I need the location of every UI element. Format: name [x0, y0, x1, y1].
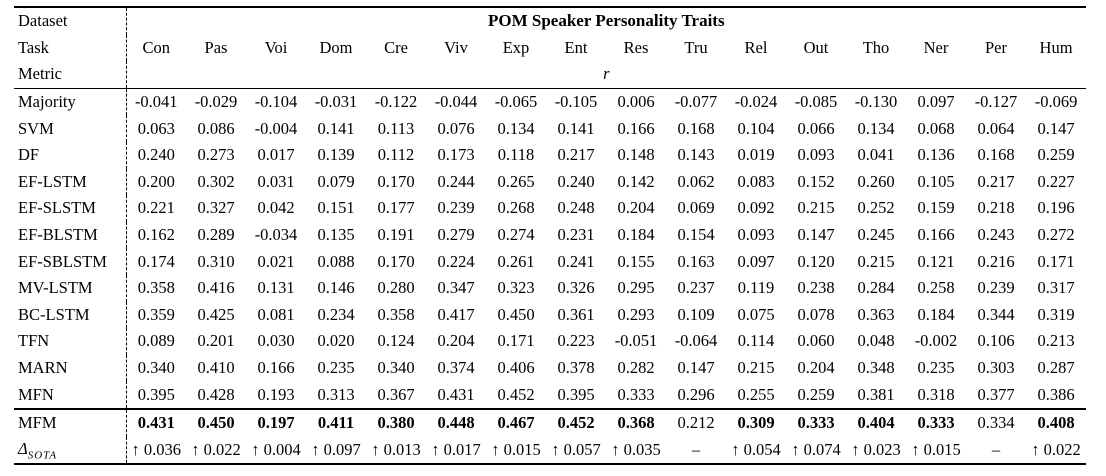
result-cell: -0.064 [674, 331, 718, 351]
result-cell: 0.241 [557, 251, 595, 271]
result-cell: 0.104 [737, 118, 775, 138]
result-cell: 0.191 [377, 225, 415, 245]
result-cell: 0.081 [257, 304, 295, 324]
result-cell: 0.030 [257, 331, 295, 351]
result-cell: 0.168 [977, 145, 1015, 165]
result-cell: 0.452 [497, 384, 535, 404]
result-cell: 0.259 [1037, 145, 1075, 165]
result-cell: 0.280 [377, 278, 415, 298]
mfm-result-cell: 0.431 [126, 409, 186, 437]
result-cell: 0.272 [1037, 225, 1075, 245]
result-cell: 0.171 [497, 331, 535, 351]
result-cell: 0.097 [906, 88, 966, 115]
result-cell: 0.147 [677, 358, 715, 378]
result-cell: 0.088 [317, 251, 355, 271]
result-cell: -0.130 [846, 88, 906, 115]
task-header-exp: Exp [502, 37, 530, 57]
model-name: BC-LSTM [14, 302, 126, 329]
result-cell: 0.060 [797, 331, 835, 351]
result-cell: 0.066 [797, 118, 835, 138]
result-cell: 0.163 [677, 251, 715, 271]
result-cell: 0.410 [197, 358, 235, 378]
result-cell: 0.273 [197, 145, 235, 165]
task-header-out: Out [803, 37, 829, 57]
result-cell: 0.019 [737, 145, 775, 165]
result-cell: -0.069 [1026, 88, 1086, 115]
delta-cell: ↑ 0.036 [126, 437, 186, 465]
result-cell: 0.358 [377, 304, 415, 324]
result-cell: -0.122 [366, 88, 426, 115]
result-cell: -0.077 [666, 88, 726, 115]
task-header-per: Per [985, 37, 1007, 57]
result-cell: 0.248 [557, 198, 595, 218]
result-cell: 0.340 [377, 358, 415, 378]
result-cell: 0.006 [606, 88, 666, 115]
result-cell: 0.218 [977, 198, 1015, 218]
delta-cell: ↑ 0.015 [486, 437, 546, 465]
result-cell: 0.069 [677, 198, 715, 218]
task-header-ent: Ent [564, 37, 588, 57]
task-header-pas: Pas [204, 37, 228, 57]
result-cell: 0.287 [1037, 358, 1075, 378]
delta-cell: ↑ 0.017 [426, 437, 486, 465]
result-cell: 0.252 [857, 198, 895, 218]
result-cell: 0.425 [197, 304, 235, 324]
result-cell: 0.416 [197, 278, 235, 298]
result-cell: 0.201 [197, 331, 235, 351]
table-row [14, 275, 1086, 302]
result-cell: 0.135 [317, 225, 355, 245]
result-cell: 0.260 [857, 171, 895, 191]
mfm-result-cell: 0.404 [846, 409, 906, 437]
model-name: Majority [14, 88, 126, 115]
result-cell: 0.031 [257, 171, 295, 191]
result-cell: 0.196 [1037, 198, 1075, 218]
result-cell: -0.044 [426, 88, 486, 115]
result-cell: 0.204 [437, 331, 475, 351]
metric-row [14, 61, 1086, 88]
table-row [14, 195, 1086, 222]
result-cell: 0.124 [377, 331, 415, 351]
delta-subscript: SOTA [27, 448, 58, 461]
result-cell: 0.113 [377, 118, 415, 138]
table-row [14, 381, 1086, 409]
result-cell: 0.083 [737, 171, 775, 191]
table-row [14, 142, 1086, 169]
model-name: MV-LSTM [14, 275, 126, 302]
result-cell: 0.216 [977, 251, 1015, 271]
result-cell: 0.221 [137, 198, 175, 218]
result-cell: 0.139 [317, 145, 355, 165]
mfm-result-cell: 0.333 [786, 409, 846, 437]
result-cell: 0.234 [317, 304, 355, 324]
result-cell: 0.359 [137, 304, 175, 324]
result-cell: 0.319 [1037, 304, 1075, 324]
result-cell: 0.097 [737, 251, 775, 271]
delta-cell: ↑ 0.035 [606, 437, 666, 465]
result-cell: 0.121 [917, 251, 955, 271]
delta-sota-row [14, 437, 1086, 465]
delta-cell: ↑ 0.015 [906, 437, 966, 465]
result-cell: 0.063 [137, 118, 175, 138]
table-row [14, 248, 1086, 275]
result-cell: 0.239 [977, 278, 1015, 298]
result-cell: 0.068 [917, 118, 955, 138]
table-row [14, 169, 1086, 196]
result-cell: 0.041 [857, 145, 895, 165]
model-name: EF-SBLSTM [14, 248, 126, 275]
table-row [14, 328, 1086, 355]
delta-cell: ↑ 0.057 [546, 437, 606, 465]
model-name: SVM [14, 115, 126, 142]
result-cell: 0.200 [137, 171, 175, 191]
result-cell: 0.159 [917, 198, 955, 218]
metric-symbol: r [603, 64, 610, 84]
result-cell: 0.193 [257, 384, 295, 404]
result-cell: 0.204 [617, 198, 655, 218]
result-cell: 0.259 [797, 384, 835, 404]
mfm-result-cell: 0.408 [1026, 409, 1086, 437]
mfm-result-cell: 0.452 [546, 409, 606, 437]
result-cell: 0.148 [617, 145, 655, 165]
result-cell: -0.127 [966, 88, 1026, 115]
dataset-label: Dataset [14, 7, 126, 35]
result-cell: 0.147 [797, 225, 835, 245]
result-cell: 0.318 [917, 384, 955, 404]
result-cell: 0.268 [497, 198, 535, 218]
result-cell: 0.086 [197, 118, 235, 138]
result-cell: 0.204 [797, 358, 835, 378]
result-cell: 0.261 [497, 251, 535, 271]
mfm-result-cell: 0.212 [666, 409, 726, 437]
model-name: MFM [14, 409, 126, 437]
result-cell: 0.367 [377, 384, 415, 404]
mfm-result-cell: 0.467 [486, 409, 546, 437]
result-cell: 0.136 [917, 145, 955, 165]
result-cell: 0.109 [677, 304, 715, 324]
result-cell: 0.282 [617, 358, 655, 378]
task-header-ner: Ner [923, 37, 949, 57]
result-cell: 0.112 [377, 145, 415, 165]
task-header-viv: Viv [444, 37, 468, 57]
mfm-row [14, 409, 1086, 437]
result-cell: 0.119 [737, 278, 775, 298]
dataset-row [14, 7, 1086, 35]
result-cell: 0.215 [737, 358, 775, 378]
result-cell: 0.078 [797, 304, 835, 324]
result-cell: -0.004 [254, 118, 298, 138]
result-cell: 0.062 [677, 171, 715, 191]
task-header-con: Con [142, 37, 170, 57]
result-cell: -0.085 [786, 88, 846, 115]
result-cell: 0.177 [377, 198, 415, 218]
result-cell: 0.152 [797, 171, 835, 191]
delta-cell: ↑ 0.054 [726, 437, 786, 465]
result-cell: 0.093 [737, 225, 775, 245]
result-cell: 0.134 [857, 118, 895, 138]
mfm-result-cell: 0.333 [906, 409, 966, 437]
result-cell: 0.142 [617, 171, 655, 191]
result-cell: 0.240 [137, 145, 175, 165]
delta-sota-label [14, 437, 126, 465]
result-cell: 0.106 [977, 331, 1015, 351]
result-cell: 0.092 [737, 198, 775, 218]
delta-cell: ↑ 0.004 [246, 437, 306, 465]
result-cell: 0.417 [437, 304, 475, 324]
result-cell: 0.295 [617, 278, 655, 298]
result-cell: -0.024 [726, 88, 786, 115]
result-cell: 0.075 [737, 304, 775, 324]
result-cell: 0.141 [557, 118, 595, 138]
result-cell: -0.105 [546, 88, 606, 115]
result-cell: 0.168 [677, 118, 715, 138]
result-cell: 0.118 [497, 145, 535, 165]
result-cell: 0.303 [977, 358, 1015, 378]
task-row [14, 35, 1086, 62]
result-cell: 0.317 [1037, 278, 1075, 298]
result-cell: 0.431 [437, 384, 475, 404]
result-cell: 0.235 [917, 358, 955, 378]
result-cell: 0.258 [917, 278, 955, 298]
results-table-container [14, 6, 1086, 465]
result-cell: 0.395 [137, 384, 175, 404]
delta-cell: ↑ 0.023 [846, 437, 906, 465]
table-row [14, 302, 1086, 329]
result-cell: 0.146 [317, 278, 355, 298]
dataset-title: POM Speaker Personality Traits [126, 7, 1086, 35]
result-cell: 0.042 [257, 198, 295, 218]
result-cell: 0.363 [857, 304, 895, 324]
delta-cell: – [666, 437, 726, 465]
result-cell: 0.223 [557, 331, 595, 351]
task-label: Task [14, 35, 126, 62]
result-cell: 0.089 [137, 331, 175, 351]
model-name: EF-LSTM [14, 169, 126, 196]
result-cell: 0.217 [557, 145, 595, 165]
result-cell: 0.386 [1037, 384, 1075, 404]
metric-label: Metric [14, 61, 126, 88]
mfm-result-cell: 0.450 [186, 409, 246, 437]
result-cell: 0.184 [917, 304, 955, 324]
result-cell: 0.166 [257, 358, 295, 378]
result-cell: 0.021 [257, 251, 295, 271]
result-cell: 0.173 [437, 145, 475, 165]
result-cell: 0.323 [497, 278, 535, 298]
result-cell: 0.344 [977, 304, 1015, 324]
result-cell: 0.244 [437, 171, 475, 191]
result-cell: 0.076 [437, 118, 475, 138]
result-cell: -0.065 [486, 88, 546, 115]
delta-symbol: Δ [18, 438, 28, 458]
result-cell: 0.151 [317, 198, 355, 218]
task-header-res: Res [623, 37, 649, 57]
result-cell: 0.327 [197, 198, 235, 218]
result-cell: 0.147 [1037, 118, 1075, 138]
result-cell: 0.284 [857, 278, 895, 298]
result-cell: 0.131 [257, 278, 295, 298]
result-cell: 0.381 [857, 384, 895, 404]
result-cell: 0.170 [377, 251, 415, 271]
table-row [14, 355, 1086, 382]
result-cell: -0.029 [186, 88, 246, 115]
table-row [14, 115, 1086, 142]
result-cell: 0.406 [497, 358, 535, 378]
result-cell: 0.428 [197, 384, 235, 404]
result-cell: -0.031 [306, 88, 366, 115]
mfm-result-cell: 0.411 [306, 409, 366, 437]
result-cell: 0.184 [617, 225, 655, 245]
task-header-cre: Cre [384, 37, 408, 57]
results-table [14, 6, 1086, 465]
result-cell: 0.237 [677, 278, 715, 298]
result-cell: 0.243 [977, 225, 1015, 245]
result-cell: 0.348 [857, 358, 895, 378]
result-cell: 0.296 [677, 384, 715, 404]
result-cell: 0.155 [617, 251, 655, 271]
result-cell: 0.093 [797, 145, 835, 165]
model-name: DF [14, 142, 126, 169]
result-cell: 0.227 [1037, 171, 1075, 191]
result-cell: 0.174 [137, 251, 175, 271]
result-cell: -0.041 [126, 88, 186, 115]
result-cell: -0.034 [254, 225, 298, 245]
table-row [14, 88, 1086, 115]
result-cell: 0.166 [617, 118, 655, 138]
result-cell: 0.340 [137, 358, 175, 378]
result-cell: 0.255 [737, 384, 775, 404]
result-cell: 0.395 [557, 384, 595, 404]
task-header-hum: Hum [1039, 37, 1073, 57]
result-cell: 0.213 [1037, 331, 1075, 351]
result-cell: 0.289 [197, 225, 235, 245]
delta-cell: – [966, 437, 1026, 465]
result-cell: 0.170 [377, 171, 415, 191]
result-cell: 0.141 [317, 118, 355, 138]
result-cell: -0.002 [914, 331, 958, 351]
task-header-voi: Voi [264, 37, 288, 57]
model-name: EF-BLSTM [14, 222, 126, 249]
model-name: TFN [14, 328, 126, 355]
result-cell: -0.104 [246, 88, 306, 115]
delta-cell: ↑ 0.022 [1026, 437, 1086, 465]
result-cell: 0.293 [617, 304, 655, 324]
delta-cell: ↑ 0.022 [186, 437, 246, 465]
result-cell: 0.361 [557, 304, 595, 324]
result-cell: 0.313 [317, 384, 355, 404]
result-cell: 0.333 [617, 384, 655, 404]
result-cell: 0.217 [977, 171, 1015, 191]
result-cell: 0.240 [557, 171, 595, 191]
result-cell: 0.017 [257, 145, 295, 165]
model-name: EF-SLSTM [14, 195, 126, 222]
task-header-dom: Dom [319, 37, 353, 57]
result-cell: 0.048 [857, 331, 895, 351]
result-cell: 0.079 [317, 171, 355, 191]
result-cell: 0.310 [197, 251, 235, 271]
result-cell: 0.143 [677, 145, 715, 165]
result-cell: 0.374 [437, 358, 475, 378]
task-header-tho: Tho [862, 37, 890, 57]
result-cell: 0.279 [437, 225, 475, 245]
delta-cell: ↑ 0.074 [786, 437, 846, 465]
results-body [14, 88, 1086, 464]
result-cell: 0.105 [917, 171, 955, 191]
result-cell: 0.450 [497, 304, 535, 324]
result-cell: 0.378 [557, 358, 595, 378]
result-cell: 0.231 [557, 225, 595, 245]
result-cell: 0.238 [797, 278, 835, 298]
model-name: MFN [14, 381, 126, 409]
result-cell: 0.377 [977, 384, 1015, 404]
result-cell: 0.239 [437, 198, 475, 218]
result-cell: 0.154 [677, 225, 715, 245]
result-cell: 0.265 [497, 171, 535, 191]
mfm-result-cell: 0.197 [246, 409, 306, 437]
task-header-rel: Rel [744, 37, 768, 57]
result-cell: 0.171 [1037, 251, 1075, 271]
task-header-tru: Tru [684, 37, 708, 57]
result-cell: 0.235 [317, 358, 355, 378]
result-cell: 0.134 [497, 118, 535, 138]
result-cell: 0.326 [557, 278, 595, 298]
result-cell: 0.215 [857, 251, 895, 271]
model-name: MARN [14, 355, 126, 382]
result-cell: 0.274 [497, 225, 535, 245]
result-cell: 0.064 [977, 118, 1015, 138]
delta-cell: ↑ 0.013 [366, 437, 426, 465]
mfm-result-cell: 0.380 [366, 409, 426, 437]
result-cell: 0.020 [317, 331, 355, 351]
table-row [14, 222, 1086, 249]
result-cell: -0.051 [614, 331, 658, 351]
result-cell: 0.358 [137, 278, 175, 298]
result-cell: 0.215 [797, 198, 835, 218]
result-cell: 0.120 [797, 251, 835, 271]
result-cell: 0.166 [917, 225, 955, 245]
mfm-result-cell: 0.334 [966, 409, 1026, 437]
mfm-result-cell: 0.368 [606, 409, 666, 437]
result-cell: 0.347 [437, 278, 475, 298]
result-cell: 0.245 [857, 225, 895, 245]
result-cell: 0.224 [437, 251, 475, 271]
result-cell: 0.302 [197, 171, 235, 191]
mfm-result-cell: 0.309 [726, 409, 786, 437]
result-cell: 0.162 [137, 225, 175, 245]
result-cell: 0.114 [737, 331, 775, 351]
delta-cell: ↑ 0.097 [306, 437, 366, 465]
mfm-result-cell: 0.448 [426, 409, 486, 437]
